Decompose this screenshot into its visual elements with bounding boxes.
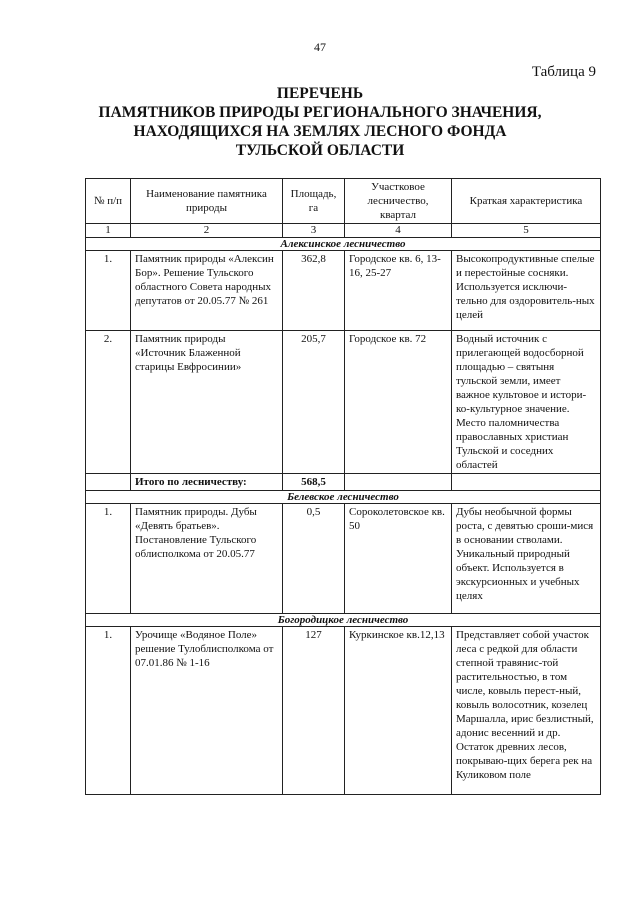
header-area: Площадь, га — [283, 179, 345, 224]
row-forestry: Городское кв. 72 — [345, 331, 452, 474]
row-name: Памятник природы. Дубы «Девять братьев». Постановление Тульского облисполкома от 20.05.77 — [131, 504, 283, 614]
title-line: ТУЛЬСКОЙ ОБЛАСТИ — [235, 142, 405, 159]
section-title: Белевское лесничество — [86, 491, 601, 504]
total-empty-cell — [452, 474, 601, 491]
row-description: Дубы необычной формы роста, с девятью сроши-мися в основании стволами. Уникальный природный объект. Используется в экскурсионных и учебных целях — [452, 504, 601, 614]
column-number: 4 — [345, 224, 452, 238]
section-title: Алексинское лесничество — [86, 238, 601, 251]
section-title: Богородицкое лесничество — [86, 614, 601, 627]
table-row — [86, 331, 601, 474]
row-description: Водный источник с прилегающей водосборной площадью – святыня тульской земли, имеет важное культовое и истори-ко-культурное значение. Место паломничества православных христиан Тульской и соседних областей — [452, 331, 601, 474]
row-description: Представляет собой участок леса с редкой для области степной травянис-той растительностью, в том числе, ковыль перест-ный, ковыль волосотник, козелец Маршалла, ирис безлистный, адонис весенний и др. Остаток древних лесов, покрываю-щих берега рек на Куликовом поле — [452, 627, 601, 795]
table-row — [86, 504, 601, 614]
column-numbers-row — [86, 224, 601, 238]
monuments-table — [85, 178, 601, 795]
row-num: 1. — [86, 251, 131, 331]
header-row — [86, 179, 601, 224]
table-row — [86, 251, 601, 331]
table-row — [86, 627, 601, 795]
row-area: 0,5 — [283, 504, 345, 614]
total-value: 568,5 — [283, 474, 345, 491]
row-name: Памятник природы «Алексин Бор». Решение Тульского областного Совета народных депутатов от 20.05.77 № 261 — [131, 251, 283, 331]
column-number: 2 — [131, 224, 283, 238]
section-row — [86, 614, 601, 627]
row-num: 2. — [86, 331, 131, 474]
section-row — [86, 491, 601, 504]
row-forestry: Городское кв. 6, 13-16, 25-27 — [345, 251, 452, 331]
total-label: Итого по лесничеству: — [131, 474, 283, 491]
total-row — [86, 474, 601, 491]
row-forestry: Куркинское кв.12,13 — [345, 627, 452, 795]
column-number: 3 — [283, 224, 345, 238]
title-line: ПЕРЕЧЕНЬ — [276, 85, 364, 102]
row-name: Урочище «Водяное Поле» решение Тулоблисполкома от 07.01.86 № 1-16 — [131, 627, 283, 795]
row-num: 1. — [86, 627, 131, 795]
total-empty-cell — [345, 474, 452, 491]
page-number: 47 — [314, 40, 326, 54]
row-description: Высокопродуктивные спелые и перестойные сосняки. Используется исключи-тельно для оздоровитель-ных целей — [452, 251, 601, 331]
header-num: № п/п — [86, 179, 131, 224]
row-name: Памятник природы «Источник Блаженной старицы Евфросинии» — [131, 331, 283, 474]
row-num: 1. — [86, 504, 131, 614]
table-label: Таблица 9 — [531, 64, 596, 80]
header-description: Краткая характеристика — [452, 179, 601, 224]
document-title — [0, 84, 640, 160]
column-number: 1 — [86, 224, 131, 238]
column-number: 5 — [452, 224, 601, 238]
row-area: 362,8 — [283, 251, 345, 331]
title-line: НАХОДЯЩИХСЯ НА ЗЕМЛЯХ ЛЕСНОГО ФОНДА — [133, 123, 507, 140]
row-area: 205,7 — [283, 331, 345, 474]
total-num-cell — [86, 474, 131, 491]
section-row — [86, 238, 601, 251]
header-forestry: Участковое лесничество, квартал — [345, 179, 452, 224]
row-forestry: Сороколетовское кв. 50 — [345, 504, 452, 614]
row-area: 127 — [283, 627, 345, 795]
title-line: ПАМЯТНИКОВ ПРИРОДЫ РЕГИОНАЛЬНОГО ЗНАЧЕНИЯ, — [98, 104, 542, 121]
header-name: Наименование памятника природы — [131, 179, 283, 224]
